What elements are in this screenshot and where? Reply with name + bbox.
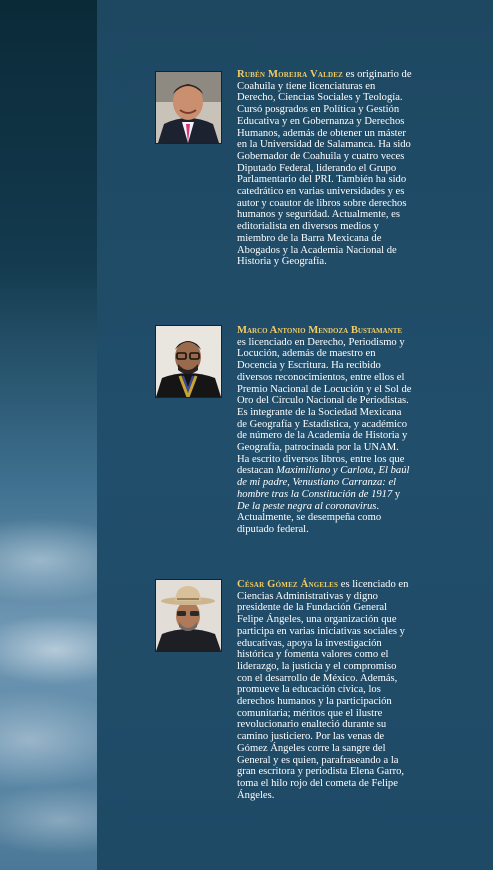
bio-separator: ,	[287, 477, 293, 489]
cover-spine-sky	[0, 0, 97, 870]
bio-separator: y	[392, 488, 401, 500]
author-photo-marco	[155, 325, 222, 398]
book-title: Venustiano Carranza: el hombre tras la Constitución de 1917	[237, 477, 397, 500]
bio-text: es originario de Coahuila y tiene licenciaturas en Derecho, Ciencias Sociales y Teología. Cursó posgrados en Política y Gestión Educativa y en Gobernanza y Derechos Humanos, además de obtener un máster en la Universidad de Salamanca. Ha sido Gobernador de Coahuila y cuatro veces Diputado Federal, liderando el Grupo Parlamentario del PRI. También ha sido catedrático en varias universidades y es autor y coautor de libros sobre derechos humanos y seguridad. Actualmente, es editorialista en diversos medios y miembro de la Barra Mexicana de Abogados y la Academia Nacional de Historia y Geografía.	[237, 69, 412, 268]
bio-text: . Actualmente, se desempeña como diputado federal.	[237, 500, 382, 535]
book-title: El baúl de mi padre	[237, 465, 410, 489]
author-name: César Gómez Ángeles	[237, 579, 339, 590]
bio-separator: ,	[373, 465, 379, 477]
book-title: Maximiliano y Carlota	[276, 465, 374, 477]
bio-ruben	[237, 69, 413, 268]
author-name: Marco Antonio Mendoza Bustamante	[237, 325, 403, 336]
author-photo-cesar	[155, 579, 222, 652]
bio-text: es licenciado en Ciencias Administrativas y digno presidente de la Fundación General Felipe Ángeles, una organización que participa en varias iniciativas sociales y educativas, apoya la investigación histórica y fomenta valores como el liderazgo, la justicia y el compromiso con el desarrollo de México. Además, promueve la educación cívica, los derechos humanos y la participación comunitaria; méritos que el ilustre revolucionario enalteció durante su camino justiciero. Por las venas de Gómez Ángeles corre la sangre del General y es quien, parafraseando a la gran escritora y periodista Elena Garro, toma el hilo rojo del cometa de Felipe Ángeles.	[237, 579, 409, 801]
bio-text: es licenciado en Derecho, Periodismo y Locución, además de maestro en Docencia y Escritura. Ha recibido diversos reconocimientos, entre ellos el Premio Nacional de Locución y el Sol de Oro del Círculo Nacional de Periodistas. Es integrante de la Sociedad Mexicana de Geografía y Estadística, y académico de número de la Academia de Historia y Geografía, patrocinada por la UNAM. Ha escrito diversos libros, entre los que destacan	[237, 336, 412, 477]
book-title: De la peste negra al coronavirus	[237, 500, 377, 512]
author-photo-ruben	[155, 71, 222, 144]
bio-cesar	[237, 579, 413, 801]
author-name: Rubén Moreira Valdez	[237, 69, 343, 80]
bio-marco	[237, 325, 413, 536]
